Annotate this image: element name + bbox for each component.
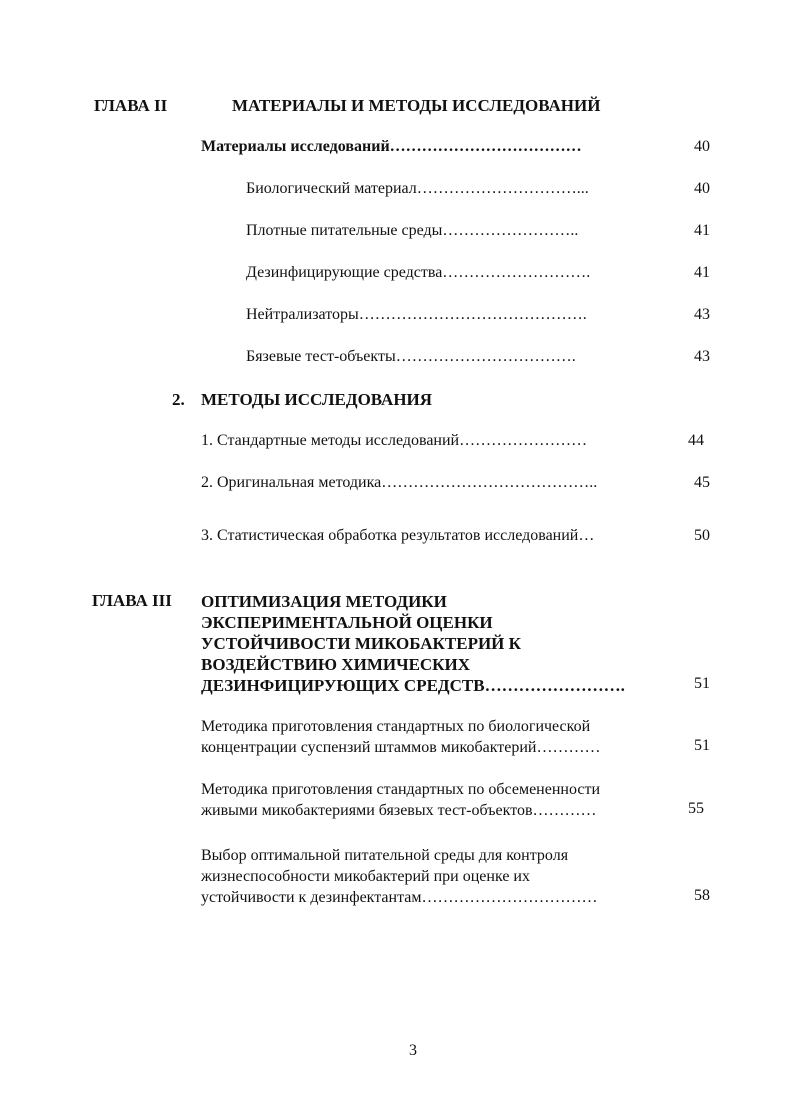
methods-number: 2. [172, 390, 185, 409]
chapter-3-item-line: живыми микобактериями бязевых тест-объектов………… [201, 802, 597, 819]
chapter-2-title: МАТЕРИАЛЫ И МЕТОДЫ ИССЛЕДОВАНИЙ [232, 96, 601, 115]
method-item: 1. Стандартные методы исследований…………………… [201, 432, 588, 449]
chapter-3-title-line: ВОЗДЕЙСТВИЮ ХИМИЧЕСКИХ [201, 655, 471, 674]
materials-heading: Материалы исследований……………………………… [201, 138, 582, 155]
chapter-3-item [201, 845, 598, 908]
method-item-page: 44 [688, 432, 704, 449]
material-item: Плотные питательные среды…………………….. [246, 222, 579, 239]
material-item-page: 43 [694, 306, 710, 323]
chapter-3-title-page: 51 [694, 675, 710, 692]
footer-page-number: 3 [409, 1042, 417, 1059]
chapter-2-label: ГЛАВА II [94, 96, 168, 115]
material-item: Бязевые тест-объекты……………………………. [246, 348, 576, 365]
method-item-page: 45 [694, 474, 710, 491]
chapter-3-item [201, 716, 600, 758]
chapter-3-item-line: Методика приготовления стандартных по обсемененности [201, 781, 601, 798]
chapter-3-item-page: 55 [688, 800, 704, 817]
material-item-page: 43 [694, 348, 710, 365]
method-item-page: 50 [694, 527, 710, 544]
chapter-3-item-line: концентрации суспензий штаммов микобактерий………… [201, 739, 601, 756]
materials-page: 40 [694, 138, 710, 155]
material-item: Биологический материал…………………………... [246, 180, 589, 197]
material-item-page: 40 [694, 180, 710, 197]
chapter-3-item-page: 51 [694, 737, 710, 754]
methods-heading: МЕТОДЫ ИССЛЕДОВАНИЯ [201, 390, 433, 409]
method-item: 3. Статистическая обработка результатов исследований… [201, 527, 595, 544]
chapter-3-item-page: 58 [694, 887, 710, 904]
material-item: Нейтрализаторы……………………………………. [246, 306, 587, 323]
chapter-3-title-line: ЭКСПЕРИМЕНТАЛЬНОЙ ОЦЕНКИ [201, 613, 493, 632]
material-item-page: 41 [694, 264, 710, 281]
chapter-3-item-line: Выбор оптимальной питательной среды для контроля [201, 847, 569, 864]
chapter-3-title [201, 591, 625, 696]
chapter-3-item [201, 779, 600, 821]
chapter-3-item-line: жизнеспособности микобактерий при оценке их [201, 868, 530, 885]
material-item: Дезинфицирующие средства………………………. [246, 264, 591, 281]
chapter-3-title-line: ОПТИМИЗАЦИЯ МЕТОДИКИ [201, 592, 447, 611]
method-item: 2. Оригинальная методика………………………………….. [201, 474, 598, 491]
chapter-3-title-line: УСТОЙЧИВОСТИ МИКОБАКТЕРИЙ К [201, 634, 521, 653]
material-item-page: 41 [694, 222, 710, 239]
chapter-3-title-line: ДЕЗИНФИЦИРУЮЩИХ СРЕДСТВ……………………. [201, 676, 625, 695]
chapter-3-label: ГЛАВА III [92, 591, 172, 610]
chapter-3-item-line: Методика приготовления стандартных по биологической [201, 718, 591, 735]
chapter-3-item-line: устойчивости к дезинфектантам…………………………… [201, 889, 598, 906]
